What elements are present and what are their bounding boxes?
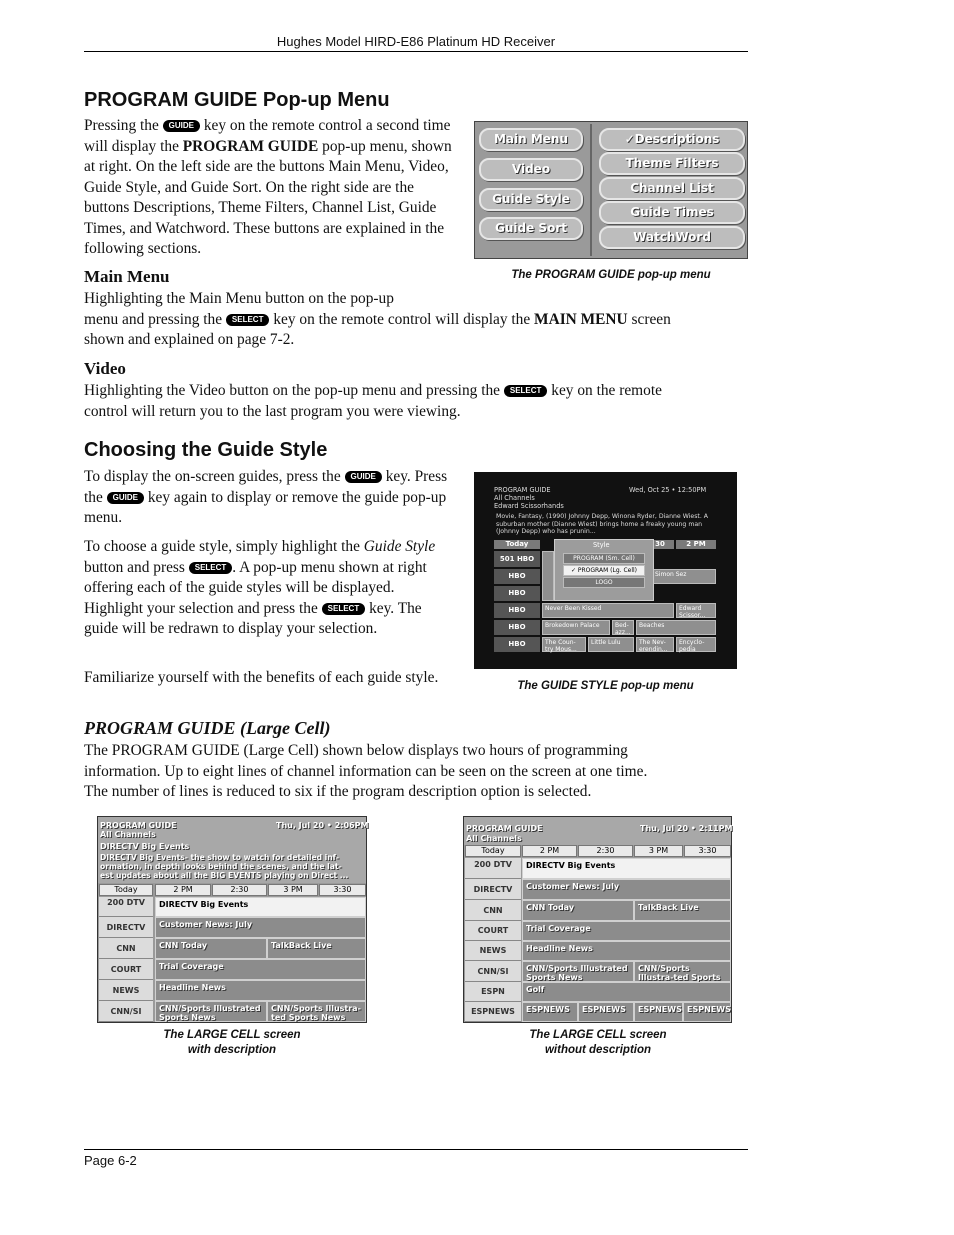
lcB-date: Thu, Jul 20 • 2:11PM: [640, 824, 733, 833]
lcB-row7-cell1: Golf: [522, 982, 731, 1002]
lcB-row3-cell1: CNN Today: [522, 900, 634, 921]
lcB-row4-cell1: Trial Coverage: [522, 921, 731, 941]
gs-cell-simon: Simon Sez: [652, 569, 716, 584]
lcB-row6-cell2: CNN/Sports Illustra-ted Sports: [634, 961, 731, 982]
lcA-subtitle: All Channels: [100, 830, 156, 839]
popup-theme-filters-button: Theme Filters: [599, 152, 745, 175]
main-menu-paragraph: Highlighting the Main Menu button on the pop-up menu and pressing the SELECT key on the remote control will display the MAIN MENU screen shown and explained on page 7-2.: [84, 290, 671, 348]
lcA-logo-cnn: CNN: [99, 938, 153, 959]
lcA-row6-cell1: CNN/Sports Illustrated Sports News: [155, 1001, 267, 1022]
gs-style-popup: [554, 539, 654, 601]
lcA-event: DIRECTV Big Events: [100, 842, 190, 851]
lcB-time-2pm: 2 PM: [522, 845, 577, 857]
select-key-icon: SELECT: [504, 385, 548, 397]
popup-divider: [590, 124, 592, 256]
lcB-time-3pm: 3 PM: [634, 845, 683, 857]
lcA-logo-court: COURT: [99, 959, 153, 980]
subheading-main-menu: Main Menu: [84, 267, 170, 286]
lcA-desc-2: ormation, in depth looks behind the scenes, and the lat-: [100, 862, 342, 871]
gs-cell-bedazz: Bed-azz...: [612, 620, 634, 635]
lcB-time-330: 3:30: [684, 845, 731, 857]
guide-style-caption: The GUIDE STYLE pop-up menu: [517, 680, 694, 692]
popup-main-menu-button: Main Menu: [479, 128, 583, 151]
lcA-time-2pm: 2 PM: [155, 884, 211, 896]
lcB-row2-cell1: Customer News: July: [522, 879, 731, 900]
lcA-title: PROGRAM GUIDE: [100, 821, 177, 830]
guide-key-icon: GUIDE: [345, 471, 382, 483]
gs-style-option-large: ✓ PROGRAM (Lg. Cell): [563, 565, 645, 576]
guide-style-screenshot: [474, 472, 737, 669]
gs-title: PROGRAM GUIDE: [494, 486, 551, 494]
running-header: Hughes Model HIRD-E86 Platinum HD Receiver: [276, 34, 556, 49]
gs-cell-encyclopedia: Encyclo-pedia: [676, 637, 716, 652]
lcB-row1-cell1: DIRECTV Big Events: [522, 858, 731, 879]
gs-channel-hbo-5: HBO: [494, 637, 540, 652]
gs-style-option-logo: LOGO: [563, 577, 645, 588]
large-cell-with-description-screenshot: [97, 816, 367, 1023]
popup-guide-sort-button: Guide Sort: [479, 217, 583, 240]
gs-cell-neverending: The Nev-erendin...: [636, 637, 674, 652]
lcB-logo-news: NEWS: [465, 941, 521, 961]
popup-watchword-button: WatchWord: [599, 226, 745, 249]
large-cell-without-description-caption: The LARGE CELL screen without description: [529, 1029, 667, 1056]
gs-cell-left: [542, 551, 554, 601]
guide-style-paragraph-2: To choose a guide style, simply highlight the Guide Style button and press SELECT . A pop-up menu shown at right offering each of the guide styles will be displayed. Highlight your selection and press the SELECT key. The guide will be redrawn to display your selection.: [84, 538, 436, 637]
gs-channel-hbo-4: HBO: [494, 620, 540, 635]
select-key-icon: SELECT: [322, 603, 366, 615]
lcB-title: PROGRAM GUIDE: [466, 824, 543, 833]
lcB-row8-cell3: ESPNEWS: [634, 1002, 683, 1022]
lcA-row2-cell1: Customer News: July: [155, 917, 366, 938]
guide-style-paragraph-1: To display the on-screen guides, press the GUIDE key. Press the GUIDE key again to display or remove the guide pop-up menu.: [84, 468, 448, 526]
gs-cell-brokedown: Brokedown Palace: [542, 620, 610, 635]
lcB-logo-court: COURT: [465, 921, 521, 941]
gs-style-label: Style: [593, 541, 610, 549]
popup-guide-times-button: Guide Times: [599, 201, 745, 224]
section-title-popup-menu: PROGRAM GUIDE Pop-up Menu: [84, 89, 390, 111]
gs-cell-little-lulu: Little Lulu: [588, 637, 634, 652]
lcA-logo-200dtv: 200 DTV: [99, 897, 153, 917]
guide-key-icon: GUIDE: [163, 120, 200, 132]
lcB-row8-cell2: ESPNEWS: [578, 1002, 634, 1022]
lcA-logo-cnnsi: CNN/SI: [99, 1001, 153, 1022]
lcA-logo-directv: DIRECTV: [99, 917, 153, 938]
popup-descriptions-button: ✓Descriptions: [599, 128, 745, 151]
lcA-row6-cell2: CNN/Sports Illustra-ted Sports News: [267, 1001, 366, 1022]
lcB-row8-cell4: ESPNEWS: [683, 1002, 731, 1022]
lcB-row3-cell2: TalkBack Live: [634, 900, 731, 921]
lcA-time-3pm: 3 PM: [268, 884, 318, 896]
popup-channel-list-button: Channel List: [599, 177, 745, 200]
lcA-desc-1: DIRECTV Big Events- the show to watch for detailed inf-: [100, 853, 340, 862]
gs-channel-501: 501 HBO: [494, 551, 540, 567]
popup-caption: The PROGRAM GUIDE pop-up menu: [511, 269, 711, 281]
gs-cell-never-kissed: Never Been Kissed: [542, 603, 674, 618]
large-cell-with-description-caption: The LARGE CELL screen with description: [163, 1029, 301, 1056]
lcB-today: Today: [465, 845, 521, 857]
header-rule: [84, 51, 748, 52]
lcA-time-330: 3:30: [319, 884, 366, 896]
section-title-guide-style: Choosing the Guide Style: [84, 439, 328, 461]
popup-menu-paragraph: Pressing the GUIDE key on the remote control a second time will display the PROGRAM GUIDE pop-up menu, shown at right. On the left side are the buttons Main Menu, Video, Guide Style, and Guide Sort. On the right side are the buttons Descriptions, Theme Filters, Channel List, Guide Times, and Watchword. These buttons are explained in the following sections.: [84, 117, 452, 257]
lcA-row1-cell1: DIRECTV Big Events: [155, 897, 366, 917]
lcB-time-230: 2:30: [578, 845, 633, 857]
lcB-logo-directv: DIRECTV: [465, 879, 521, 900]
select-key-icon: SELECT: [226, 314, 270, 326]
gs-channel-hbo-3: HBO: [494, 603, 540, 618]
gs-channel-hbo-1: HBO: [494, 569, 540, 584]
gs-date: Wed, Oct 25 • 12:50PM: [629, 486, 707, 494]
gs-cell-beaches: Beaches: [636, 620, 716, 635]
gs-cell-edward: Edward Scissor...: [676, 603, 716, 618]
guide-key-icon: GUIDE: [107, 492, 144, 504]
popup-video-button: Video: [479, 158, 583, 181]
gs-time-30: 30: [646, 540, 674, 549]
gs-time-2pm: 2 PM: [676, 540, 716, 549]
program-guide-popup-screenshot: [474, 121, 748, 259]
lcB-row5-cell1: Headline News: [522, 941, 731, 961]
gs-channel-hbo-2: HBO: [494, 586, 540, 601]
gs-style-option-small: PROGRAM (Sm. Cell): [563, 553, 645, 564]
gs-subtitle-2: Edward Scissorhands: [494, 502, 564, 510]
select-key-icon: SELECT: [189, 562, 233, 574]
lcB-row8-cell1: ESPNEWS: [522, 1002, 578, 1022]
lcA-today: Today: [99, 884, 153, 896]
video-paragraph: Highlighting the Video button on the pop-up menu and pressing the SELECT key on the remote control will return you to the last program you were viewing.: [84, 382, 662, 420]
gs-subtitle-1: All Channels: [494, 494, 535, 502]
large-cell-paragraph: The PROGRAM GUIDE (Large Cell) shown below displays two hours of programming information. Up to eight lines of channel information can be seen on the screen at one time. The number of lines is reduced to six if the program description option is selected.: [84, 742, 648, 800]
gs-cell-country-mouse: The Coun-try Mous...: [542, 637, 586, 652]
lcB-subtitle: All Channels: [466, 834, 522, 843]
guide-style-paragraph-3: Familiarize yourself with the benefits of each guide style.: [84, 669, 439, 686]
lcB-logo-cnnsi: CNN/SI: [465, 961, 521, 982]
lcA-desc-3: est updates about all the BIG EVENTS playing on Direct ...: [100, 871, 349, 880]
gs-today: Today: [494, 540, 540, 549]
lcA-row3-cell1: CNN Today: [155, 938, 267, 959]
lcA-date: Thu, Jul 20 • 2:06PM: [276, 821, 369, 830]
lcA-row3-cell2: TalkBack Live: [267, 938, 366, 959]
large-cell-without-description-screenshot: [463, 816, 732, 1023]
lcB-logo-200dtv: 200 DTV: [465, 858, 521, 879]
lcB-logo-espnews: ESPNEWS: [465, 1002, 521, 1022]
footer-rule: [84, 1149, 748, 1150]
popup-guide-style-button: Guide Style: [479, 188, 583, 211]
lcB-row6-cell1: CNN/Sports Illustrated Sports News: [522, 961, 634, 982]
lcA-row4-cell1: Trial Coverage: [155, 959, 366, 980]
subheading-large-cell: PROGRAM GUIDE (Large Cell): [84, 718, 331, 738]
lcA-time-230: 2:30: [212, 884, 267, 896]
lcA-row5-cell1: Headline News: [155, 980, 366, 1001]
lcB-logo-cnn: CNN: [465, 900, 521, 921]
page-number: Page 6-2: [84, 1153, 137, 1168]
lcA-logo-news: NEWS: [99, 980, 153, 1001]
gs-description: Movie, Fantasy, (1990) Johnny Depp, Winona Ryder, Dianne Wiest. A suburban mother (Dianne Wiest) brings home a freaky young man (Johnny Depp) who has prunin...: [496, 513, 709, 535]
subheading-video: Video: [84, 359, 126, 378]
lcB-logo-espn: ESPN: [465, 982, 521, 1002]
